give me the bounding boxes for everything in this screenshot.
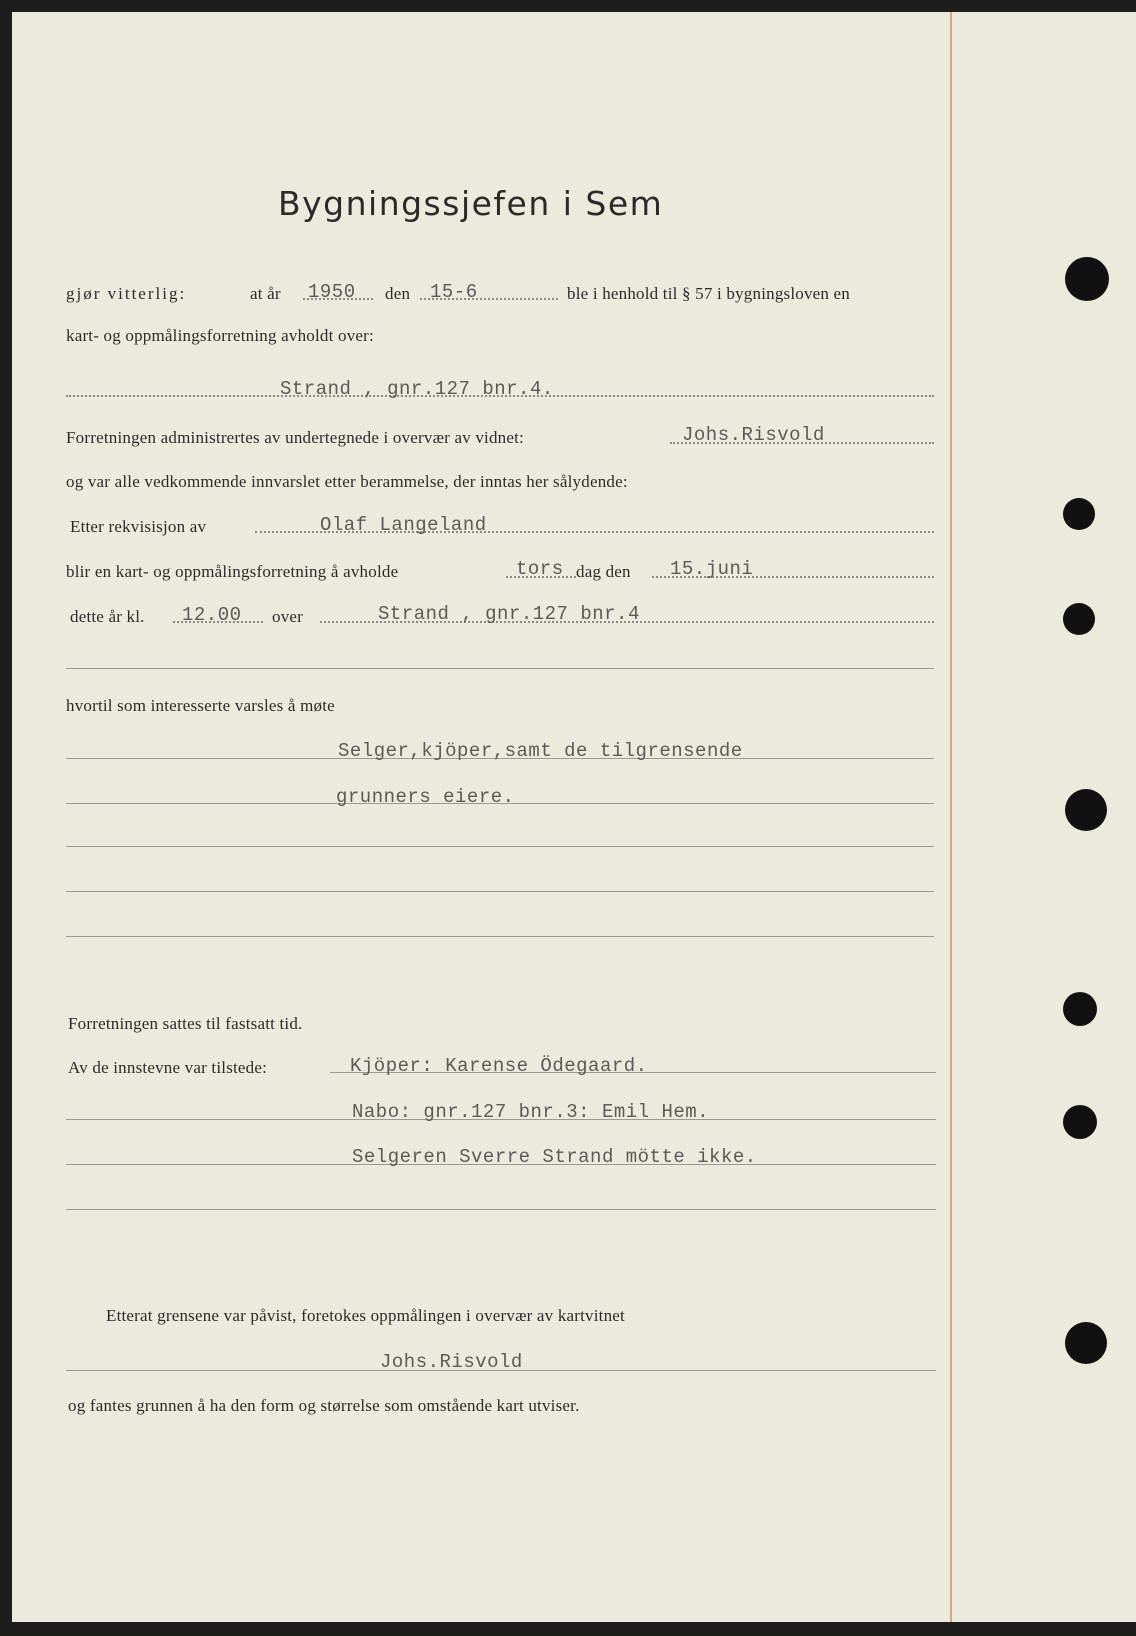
weekday-value: tors	[516, 558, 564, 580]
line-fastsatt-tid: Forretningen sattes til fastsatt tid.	[68, 1014, 303, 1033]
notified-value-2: grunners eiere.	[336, 786, 515, 808]
punch-hole	[1065, 1322, 1107, 1364]
punch-hole	[1065, 257, 1109, 301]
punch-hole	[1063, 603, 1095, 635]
document-page	[12, 12, 1136, 1622]
punch-hole	[1065, 789, 1107, 831]
property-value: Strand , gnr.127 bnr.4.	[280, 378, 554, 400]
blank-line	[66, 936, 934, 937]
year-value: 1950	[308, 281, 356, 303]
line-innvarslet: og var alle vedkommende innvarslet etter berammelse, der inntas her sålydende:	[66, 472, 628, 491]
date-value: 15-6	[430, 281, 478, 303]
blank-line	[66, 846, 934, 847]
line-tilstede: Av de innstevne var tilstede:	[68, 1058, 268, 1077]
witness-value: Johs.Risvold	[682, 424, 825, 446]
line-rekvisisjon: Etter rekvisisjon av	[70, 517, 207, 536]
line-kart-utviser: og fantes grunnen å ha den form og størrelse som omstående kart utviser.	[68, 1396, 580, 1415]
line-avholde: blir en kart- og oppmålingsforretning å avholde	[66, 562, 399, 581]
declaration-rest: ble i henhold til § 57 i bygningsloven en	[567, 284, 851, 303]
declaration-lead: gjør vitterlig:	[66, 284, 187, 303]
requester-value: Olaf Langeland	[320, 514, 487, 536]
map-witness-value: Johs.Risvold	[380, 1351, 523, 1373]
present-value-1: Kjöper: Karense Ödegaard.	[350, 1055, 648, 1077]
present-value-3: Selgeren Sverre Strand mötte ikke.	[352, 1146, 757, 1168]
line-varsles: hvortil som interesserte varsles å møte	[66, 696, 335, 715]
document-heading: Bygningssjefen i Sem	[278, 184, 664, 223]
punch-hole	[1063, 992, 1097, 1026]
meeting-date-value: 15.juni	[670, 558, 754, 580]
present-value-2: Nabo: gnr.127 bnr.3: Emil Hem.	[352, 1101, 710, 1123]
punch-hole	[1063, 498, 1095, 530]
over-label: over	[272, 607, 304, 626]
blank-line	[66, 668, 934, 669]
line-kartvitnet: Etterat grensene var påvist, foretokes oppmålingen i overvær av kartvitnet	[106, 1306, 625, 1325]
notified-value-1: Selger,kjöper,samt de tilgrensende	[338, 740, 743, 762]
at-ar-label: at år	[250, 284, 281, 303]
time-value: 12.00	[182, 604, 242, 626]
dag-den-label: dag den	[576, 562, 631, 581]
location-value: Strand , gnr.127 bnr.4	[378, 603, 640, 625]
den-label: den	[385, 284, 411, 303]
blank-line	[66, 891, 934, 892]
line-dette-ar: dette år kl.	[70, 607, 145, 626]
margin-rule	[950, 12, 952, 1622]
blank-line	[66, 1209, 936, 1210]
punch-hole	[1063, 1105, 1097, 1139]
line-avholdt-over: kart- og oppmålingsforretning avholdt over:	[66, 326, 374, 345]
line-administrertes: Forretningen administrertes av undertegnede i overvær av vidnet:	[66, 428, 524, 447]
